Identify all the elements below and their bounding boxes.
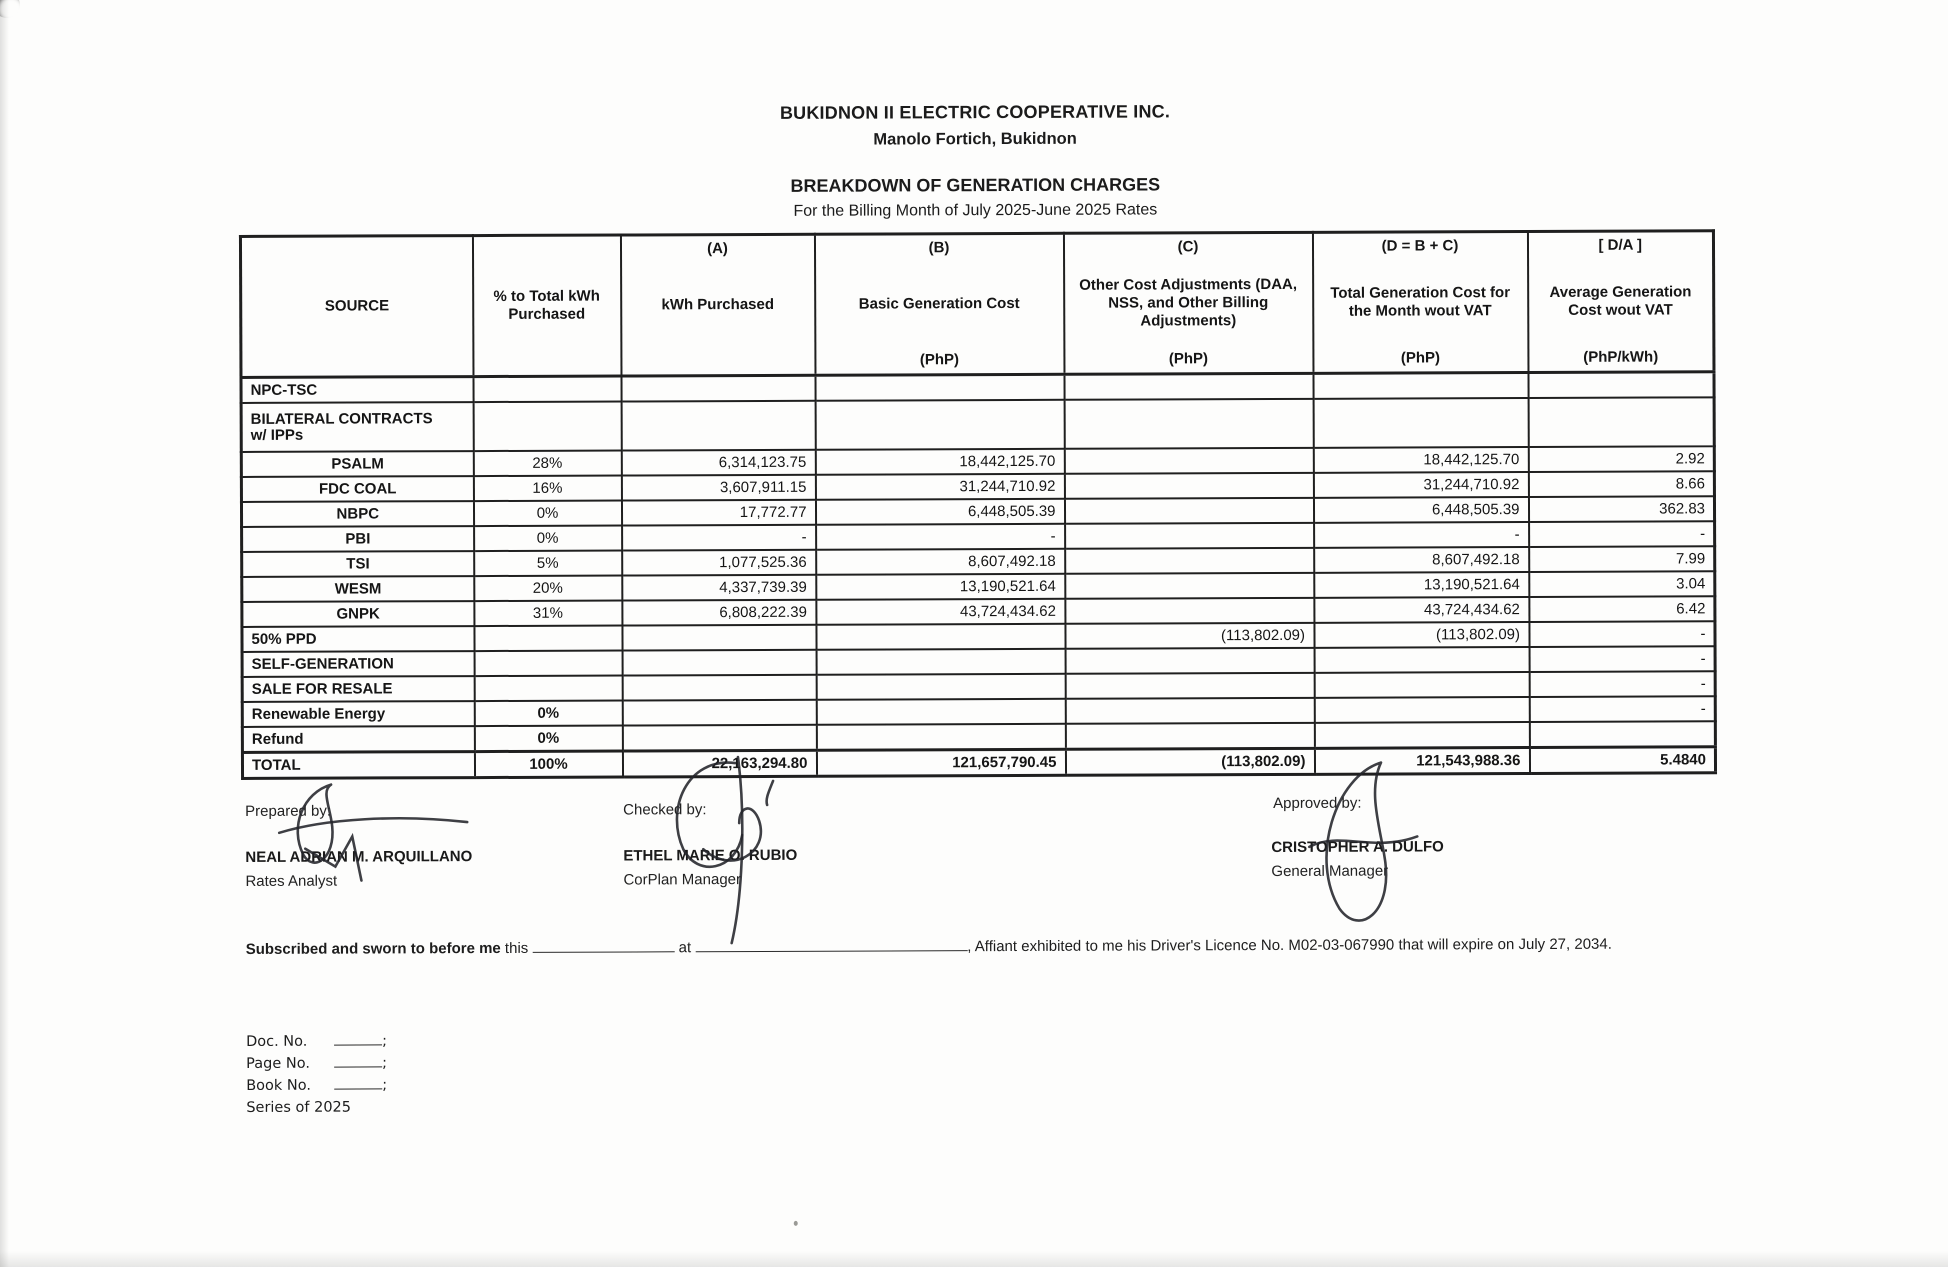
cell-source: TOTAL — [242, 752, 474, 779]
cell-other — [1064, 373, 1313, 399]
col-unit: (PhP/kWh) — [1583, 348, 1659, 366]
cell-kwh: 6,314,123.75 — [621, 450, 815, 476]
doc-no-line — [246, 1030, 387, 1053]
col-label: % to Total kWh Purchased — [493, 287, 600, 323]
cell-basic: 43,724,434.62 — [816, 599, 1065, 625]
col-unit — [478, 352, 616, 373]
table-row-bilateral-contracts — [241, 397, 1714, 452]
book-no-label: Book No. — [246, 1077, 312, 1094]
cell-pct: 20% — [474, 576, 622, 602]
cell-avg: - — [1529, 521, 1715, 547]
report-title: BREAKDOWN OF GENERATION CHARGES — [790, 174, 1161, 196]
cell-kwh — [622, 725, 816, 751]
cell-basic: 31,244,710.92 — [815, 474, 1064, 500]
cell-basic — [816, 699, 1065, 725]
cell-basic — [815, 400, 1064, 450]
cell-source: SALE FOR RESALE — [242, 676, 474, 702]
col-unit — [626, 351, 810, 372]
doc-no-label: Doc. No. — [246, 1033, 308, 1050]
approved-by-label: Approved by: — [1273, 794, 1362, 813]
cell-avg: - — [1529, 696, 1715, 722]
cell-pct — [473, 402, 621, 452]
cell-kwh — [622, 650, 816, 676]
generation-charges-table — [239, 229, 1717, 780]
col-unit — [246, 352, 468, 373]
checked-by-name: ETHEL MARIE O. RUBIO — [623, 846, 798, 865]
col-code: (B) — [928, 239, 950, 257]
cell-pct: 31% — [474, 601, 622, 627]
prepared-by-name: NEAL ADRIAN M. ARQUILLANO — [245, 848, 473, 866]
cell-pct: 16% — [473, 476, 621, 502]
cell-pct: 100% — [474, 751, 622, 778]
cell-source: FDC COAL — [241, 476, 473, 502]
col-code — [246, 240, 468, 261]
table-row-total — [242, 747, 1715, 779]
cell-total — [1314, 722, 1529, 748]
cell-source: 50% PPD — [242, 626, 474, 652]
cell-kwh: 3,607,911.15 — [621, 475, 815, 501]
book-no-line — [246, 1074, 387, 1097]
approved-by-name: CRISTOPHER A. DULFO — [1271, 838, 1444, 857]
cell-kwh — [621, 401, 815, 451]
col-unit: (PhP) — [1400, 349, 1441, 367]
report-period: For the Billing Month of July 2025-June 2025 Rates — [793, 201, 1158, 221]
cell-kwh — [622, 675, 816, 701]
doc-no-blank — [334, 1030, 382, 1045]
page-no-line — [246, 1052, 387, 1075]
cell-source: WESM — [242, 576, 474, 602]
cell-source: SELF-GENERATION — [242, 651, 474, 677]
cell-other — [1064, 498, 1313, 524]
cell-pct: 28% — [473, 451, 621, 477]
col-label: SOURCE — [324, 297, 390, 315]
cell-total: 43,724,434.62 — [1314, 597, 1529, 623]
cell-pct: 0% — [474, 701, 622, 727]
series-line: Series of 2025 — [246, 1099, 352, 1116]
notary-doc-numbers — [246, 1030, 387, 1119]
cell-source: NPC-TSC — [241, 377, 473, 403]
document-header — [238, 99, 1711, 223]
book-no-blank — [334, 1074, 382, 1089]
cell-avg: - — [1529, 621, 1715, 647]
org-name: BUKIDNON II ELECTRIC COOPERATIVE INC. — [779, 101, 1171, 123]
col-code: (D = B + C) — [1381, 237, 1459, 255]
cell-avg — [1529, 721, 1715, 747]
cell-avg: 6.42 — [1529, 596, 1715, 622]
cell-basic — [815, 374, 1064, 400]
scan-artifact — [794, 1221, 798, 1226]
cell-total: 8,607,492.18 — [1314, 547, 1529, 573]
cell-kwh: 1,077,525.36 — [622, 550, 816, 576]
cell-total: - — [1314, 522, 1529, 548]
cell-basic — [816, 649, 1065, 675]
cell-avg: 3.04 — [1529, 571, 1715, 597]
page-no-blank — [334, 1052, 382, 1067]
cell-avg: 5.4840 — [1529, 747, 1715, 774]
col-header-source — [240, 236, 473, 378]
cell-pct: 0% — [474, 526, 622, 552]
sworn-at-text: at — [678, 939, 692, 957]
cell-pct — [474, 626, 622, 652]
cell-other — [1064, 473, 1313, 499]
cell-pct: 0% — [473, 501, 621, 527]
cell-basic: - — [816, 524, 1065, 550]
prepared-by-title: Rates Analyst — [245, 872, 338, 890]
table-header-row — [240, 231, 1714, 378]
cell-source: NBPC — [241, 501, 473, 527]
cell-total: 121,543,988.36 — [1314, 748, 1529, 775]
cell-source: Renewable Energy — [242, 701, 474, 727]
cell-source: GNPK — [242, 601, 474, 627]
cell-other — [1065, 598, 1314, 624]
cell-other — [1065, 698, 1314, 724]
prepared-by-label: Prepared by: — [245, 802, 332, 820]
sworn-statement — [246, 933, 1706, 958]
col-label: kWh Purchased — [661, 295, 775, 314]
cell-other — [1065, 648, 1314, 674]
cell-other: (113,802.09) — [1065, 748, 1314, 775]
col-header-other-adjustments — [1063, 232, 1313, 374]
cell-avg — [1528, 372, 1714, 398]
cell-pct: 5% — [474, 551, 622, 577]
col-code: (A) — [707, 240, 728, 258]
cell-kwh — [622, 625, 816, 651]
col-header-kwh — [620, 234, 815, 376]
cell-source: PBI — [242, 526, 474, 552]
cell-pct — [473, 376, 621, 402]
semicolon: ; — [382, 1077, 388, 1094]
cell-basic — [816, 724, 1065, 750]
col-unit: (PhP) — [1168, 350, 1209, 368]
cell-basic: 121,657,790.45 — [816, 749, 1065, 776]
cell-pct: 0% — [474, 726, 622, 752]
cell-avg: 7.99 — [1529, 546, 1715, 572]
semicolon: ; — [382, 1055, 388, 1072]
col-header-pct — [472, 235, 621, 377]
cell-source: BILATERAL CONTRACTS w/ IPPs — [241, 402, 473, 452]
cell-total — [1313, 373, 1528, 399]
cell-avg — [1528, 397, 1714, 447]
cell-other: (113,802.09) — [1065, 623, 1314, 649]
sworn-lead-text: Subscribed and sworn to before me — [245, 939, 501, 958]
col-label: Other Cost Adjustments (DAA, NSS, and Other Billing Adjustments) — [1079, 275, 1298, 330]
cell-basic — [816, 674, 1065, 700]
cell-kwh — [621, 375, 815, 401]
col-unit: (PhP) — [919, 351, 960, 369]
cell-other — [1065, 548, 1314, 574]
scan-edge-left — [0, 0, 9, 1267]
cell-avg: - — [1529, 671, 1715, 697]
cell-basic: 6,448,505.39 — [815, 499, 1064, 525]
cell-other — [1064, 399, 1313, 449]
cell-other — [1065, 523, 1314, 549]
col-label: Basic Generation Cost — [858, 294, 1020, 313]
cell-other — [1065, 673, 1314, 699]
cell-total: (113,802.09) — [1314, 622, 1529, 648]
cell-total — [1314, 697, 1529, 723]
cell-total — [1314, 647, 1529, 673]
cell-kwh: 17,772.77 — [621, 500, 815, 526]
scan-edge-bottom — [0, 1251, 1948, 1267]
cell-kwh: - — [622, 525, 816, 551]
cell-pct — [474, 676, 622, 702]
cell-source: TSI — [242, 551, 474, 577]
col-label: Total Generation Cost for the Month wout VAT — [1330, 283, 1511, 320]
col-header-total-cost — [1312, 232, 1528, 374]
col-code: [ D/A ] — [1598, 236, 1643, 254]
cell-total — [1313, 398, 1528, 448]
sworn-this-text: this — [504, 939, 529, 957]
cell-kwh: 22,163,294.80 — [622, 750, 816, 777]
col-code: (C) — [1177, 238, 1199, 256]
cell-other — [1064, 448, 1313, 474]
cell-pct — [474, 651, 622, 677]
cell-total: 13,190,521.64 — [1314, 572, 1529, 598]
page-no-label: Page No. — [246, 1055, 310, 1072]
cell-kwh: 6,808,222.39 — [622, 600, 816, 626]
cell-basic: 13,190,521.64 — [816, 574, 1065, 600]
approved-by-title: General Manager — [1271, 862, 1389, 881]
cell-other — [1065, 573, 1314, 599]
cell-source: Refund — [242, 726, 474, 752]
cell-total — [1314, 672, 1529, 698]
cell-avg: 2.92 — [1528, 446, 1714, 472]
col-label: Average Generation Cost wout VAT — [1549, 283, 1692, 319]
org-location: Manolo Fortich, Bukidnon — [873, 129, 1077, 149]
checked-by-label: Checked by: — [623, 801, 707, 819]
cell-kwh: 4,337,739.39 — [622, 575, 816, 601]
cell-avg: - — [1529, 646, 1715, 672]
cell-total: 31,244,710.92 — [1313, 472, 1528, 498]
cell-other — [1065, 723, 1314, 749]
cell-basic: 18,442,125.70 — [815, 449, 1064, 475]
col-header-average-cost — [1527, 231, 1714, 373]
cell-kwh — [622, 700, 816, 726]
cell-total: 18,442,125.70 — [1313, 447, 1528, 473]
sworn-place-blank — [695, 936, 967, 952]
sworn-date-blank — [532, 937, 674, 953]
cell-basic: 8,607,492.18 — [816, 549, 1065, 575]
semicolon: ; — [382, 1033, 387, 1050]
cell-basic — [816, 624, 1065, 650]
cell-total: 6,448,505.39 — [1313, 497, 1528, 523]
col-header-basic-cost — [814, 233, 1064, 375]
sworn-rest-text: , Affiant exhibited to me his Driver's Licence No. M02-03-067990 that will expire on July 27, 2034. — [967, 935, 1612, 956]
cell-source: PSALM — [241, 451, 473, 477]
checked-by-title: CorPlan Manager — [623, 871, 742, 889]
cell-avg: 8.66 — [1528, 471, 1714, 497]
cell-avg: 362.83 — [1528, 496, 1714, 522]
col-code — [477, 240, 615, 261]
